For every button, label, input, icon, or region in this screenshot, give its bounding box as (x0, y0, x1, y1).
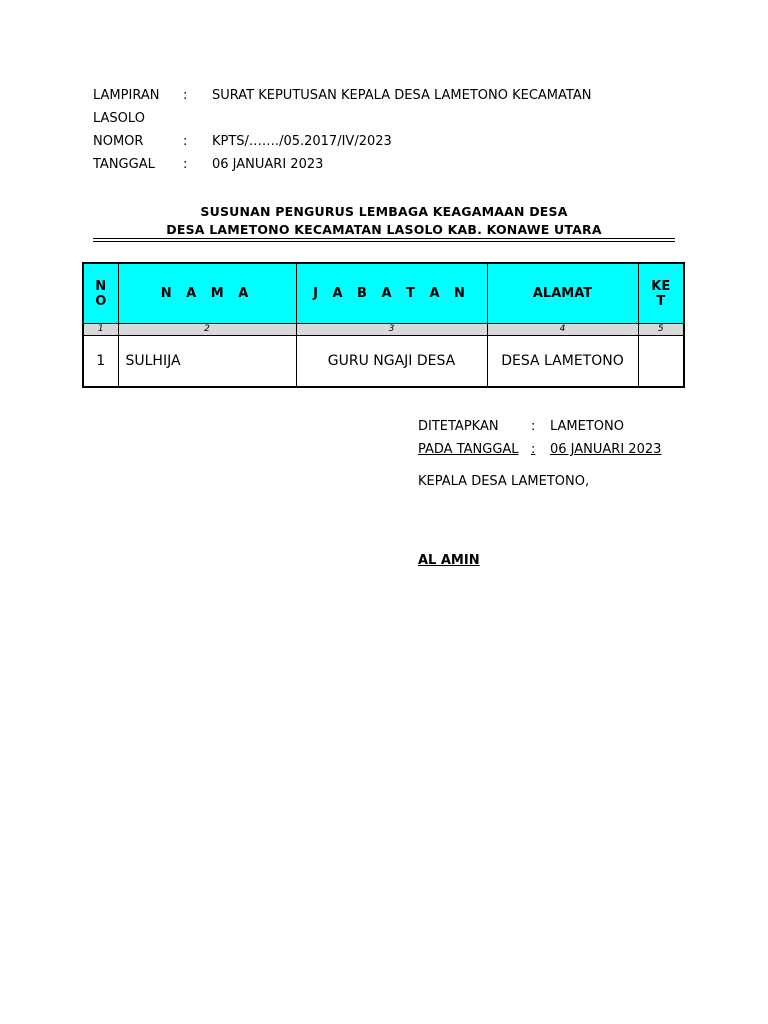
column-number: 3 (296, 324, 487, 336)
lampiran-separator: : (183, 88, 188, 103)
tanggal-value: 06 JANUARI 2023 (212, 157, 324, 172)
header-no-line-2: O (95, 293, 107, 309)
cell-ket (638, 336, 684, 388)
cell-no: 1 (83, 336, 118, 388)
ditetapkan-label: DITETAPKAN (418, 419, 499, 434)
header-alamat: ALAMAT (487, 263, 638, 324)
pengurus-table (82, 262, 685, 388)
column-number: 2 (118, 324, 296, 336)
header-nama: N A M A (118, 263, 296, 324)
ditetapkan-separator: : (531, 419, 536, 434)
column-number: 4 (487, 324, 638, 336)
header-ket-line-2: T (656, 293, 666, 309)
header-ket (638, 263, 684, 324)
column-number: 5 (638, 324, 684, 336)
lampiran-value-continued: LASOLO (93, 111, 145, 126)
table-header-row (83, 263, 684, 324)
title-line-1: SUSUNAN PENGURUS LEMBAGA KEAGAMAAN DESA (200, 204, 568, 219)
cell-nama: SULHIJA (118, 336, 296, 388)
table-row (83, 336, 684, 388)
ditetapkan-value: LAMETONO (550, 419, 624, 434)
header-no (83, 263, 118, 324)
pada-tanggal-value: 06 JANUARI 2023 (550, 442, 662, 457)
signatory-position: KEPALA DESA LAMETONO, (418, 474, 590, 489)
lampiran-value: SURAT KEPUTUSAN KEPALA DESA LAMETONO KECAMATAN (212, 88, 592, 103)
pada-tanggal-separator: : (531, 442, 536, 457)
signatory-name: AL AMIN (418, 553, 480, 568)
header-ket-line-1: KE (651, 278, 671, 294)
nomor-value: KPTS/……./05.2017/IV/2023 (212, 134, 392, 149)
title-line-2: DESA LAMETONO KECAMATAN LASOLO KAB. KONAWE UTARA (166, 222, 602, 237)
header-no-line-1: N (95, 278, 107, 294)
lampiran-label: LAMPIRAN (93, 88, 160, 103)
nomor-separator: : (183, 134, 188, 149)
column-number-row (83, 324, 684, 336)
cell-jabatan: GURU NGAJI DESA (296, 336, 487, 388)
tanggal-label: TANGGAL (93, 157, 155, 172)
pada-tanggal-label: PADA TANGGAL (418, 442, 519, 457)
column-number: 1 (83, 324, 118, 336)
tanggal-separator: : (183, 157, 188, 172)
title-underline-bottom (93, 241, 675, 242)
nomor-label: NOMOR (93, 134, 144, 149)
header-jabatan: J A B A T A N (296, 263, 487, 324)
title-underline-top (93, 238, 675, 239)
cell-alamat: DESA LAMETONO (487, 336, 638, 388)
